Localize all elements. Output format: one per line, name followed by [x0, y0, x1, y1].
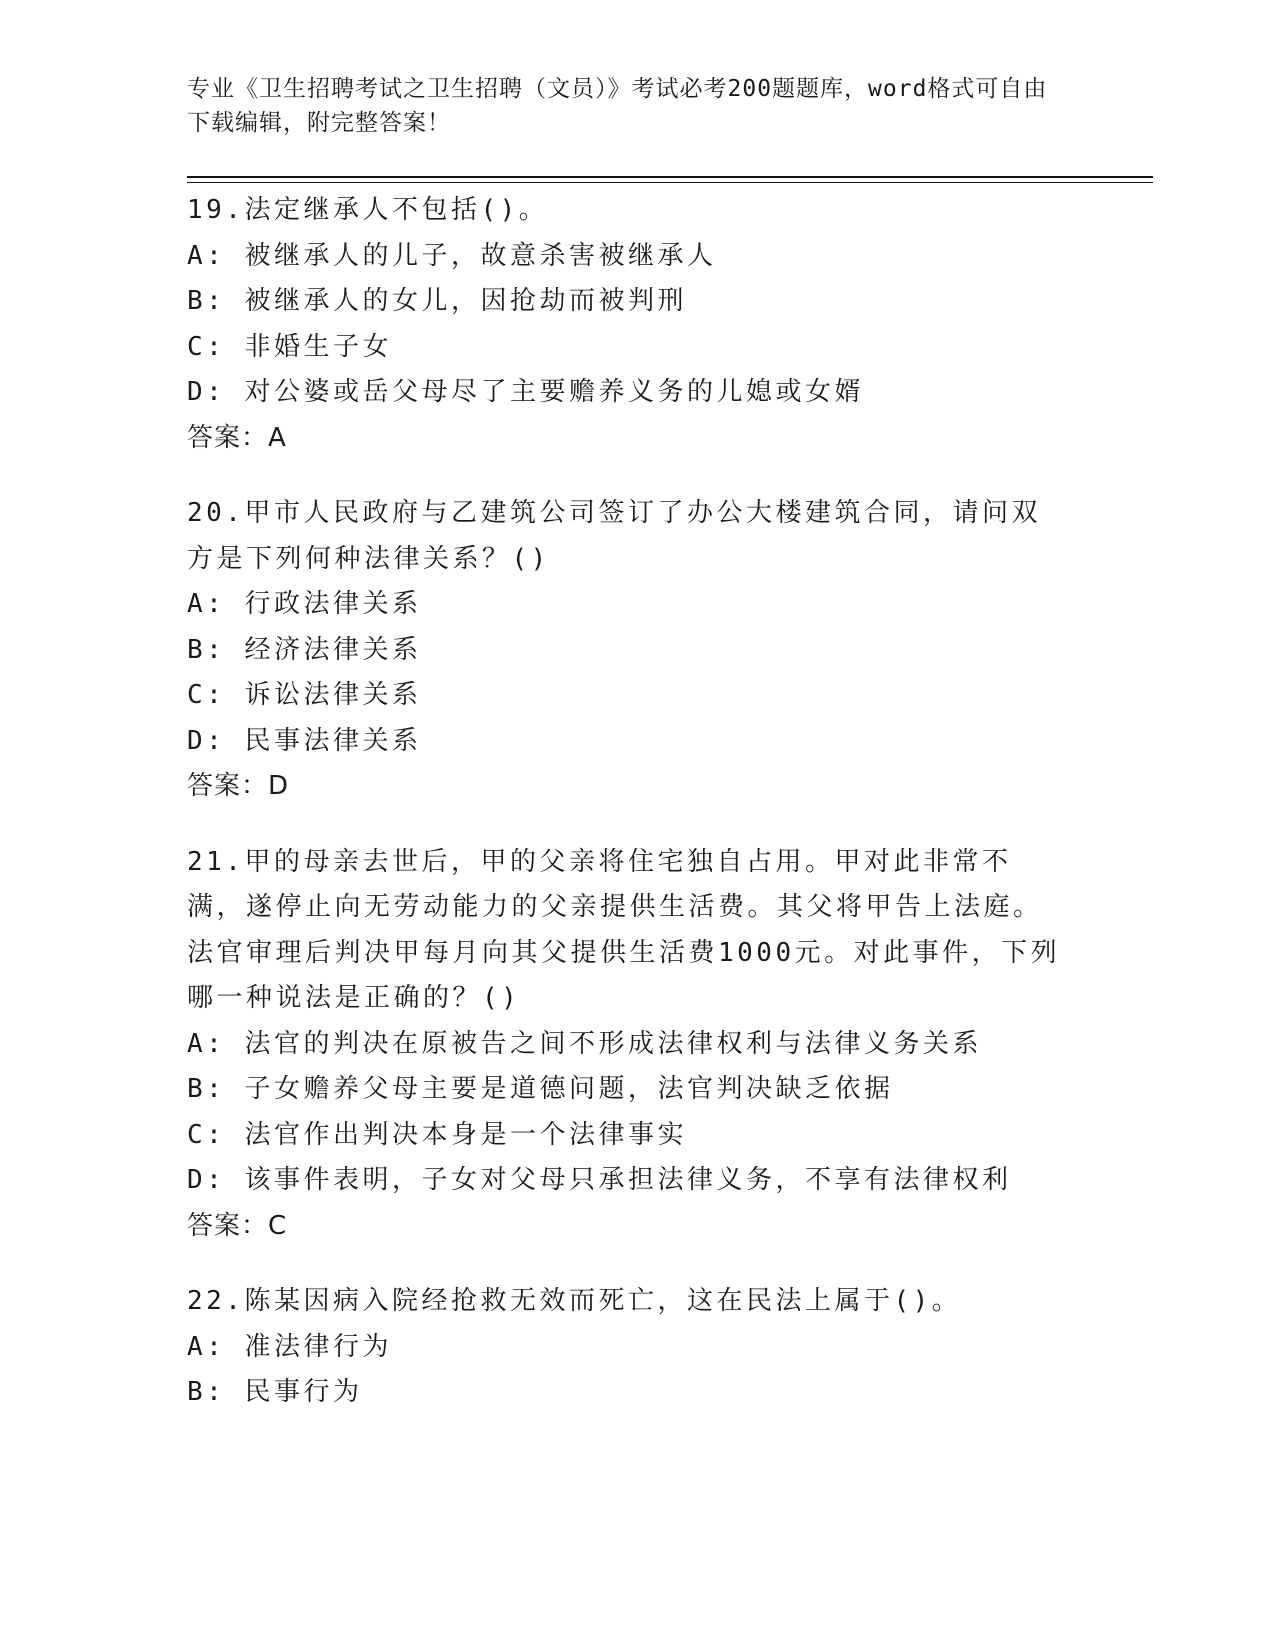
document-header: 专业《卫生招聘考试之卫生招聘（文员）》考试必考200题题库，word格式可自由下载编辑，附完整答案！: [187, 76, 1048, 136]
option-d: D: 对公婆或岳父母尽了主要赡养义务的儿媳或女婿: [187, 377, 864, 407]
question-21: [187, 840, 1087, 1250]
header-rule-thick: [187, 176, 1153, 178]
option-b: B: 经济法律关系: [187, 634, 422, 665]
answer-line: 答案：A: [187, 422, 287, 453]
question-20: [187, 491, 1087, 810]
question-stem: 22.陈某因病入院经抢救无效而死亡，这在民法上属于()。: [187, 1286, 962, 1316]
header-rule-thin: [187, 182, 1153, 183]
option-d: D: 该事件表明，子女对父母只承担法律义务，不享有法律权利: [187, 1165, 1012, 1195]
option-a: A: 被继承人的儿子，故意杀害被继承人: [187, 240, 717, 271]
answer-line: 答案：C: [187, 1210, 288, 1241]
question-list: [187, 188, 1087, 1446]
question-19: [187, 188, 1087, 461]
option-a: A: 准法律行为: [187, 1331, 392, 1362]
option-c: C: 法官作出判决本身是一个法律事实: [187, 1119, 687, 1150]
option-b: B: 子女赡养父母主要是道德问题，法官判决缺乏依据: [187, 1074, 894, 1104]
option-a: A: 法官的判决在原被告之间不形成法律权利与法律义务关系: [187, 1028, 982, 1059]
option-d: D: 民事法律关系: [187, 725, 422, 756]
question-22: [187, 1279, 1087, 1416]
question-stem: 21.甲的母亲去世后，甲的父亲将住宅独自占用。甲对此非常不满，遂停止向无劳动能力的父亲提供生活费。其父将甲告上法庭。法官审理后判决甲每月向其父提供生活费1000元。对此事件，下列哪一种说法是正确的？(): [187, 846, 1061, 1013]
question-stem: 19.法定继承人不包括()。: [187, 195, 549, 225]
option-a: A: 行政法律关系: [187, 589, 422, 619]
option-b: B: 民事行为: [187, 1377, 363, 1407]
answer-line: 答案：D: [187, 771, 290, 801]
option-c: C: 非婚生子女: [187, 331, 392, 362]
option-c: C: 诉讼法律关系: [187, 680, 422, 710]
question-stem: 20.甲市人民政府与乙建筑公司签订了办公大楼建筑合同，请问双方是下列何种法律关系？(): [187, 498, 1041, 574]
option-b: B: 被继承人的女儿，因抢劫而被判刑: [187, 286, 687, 316]
